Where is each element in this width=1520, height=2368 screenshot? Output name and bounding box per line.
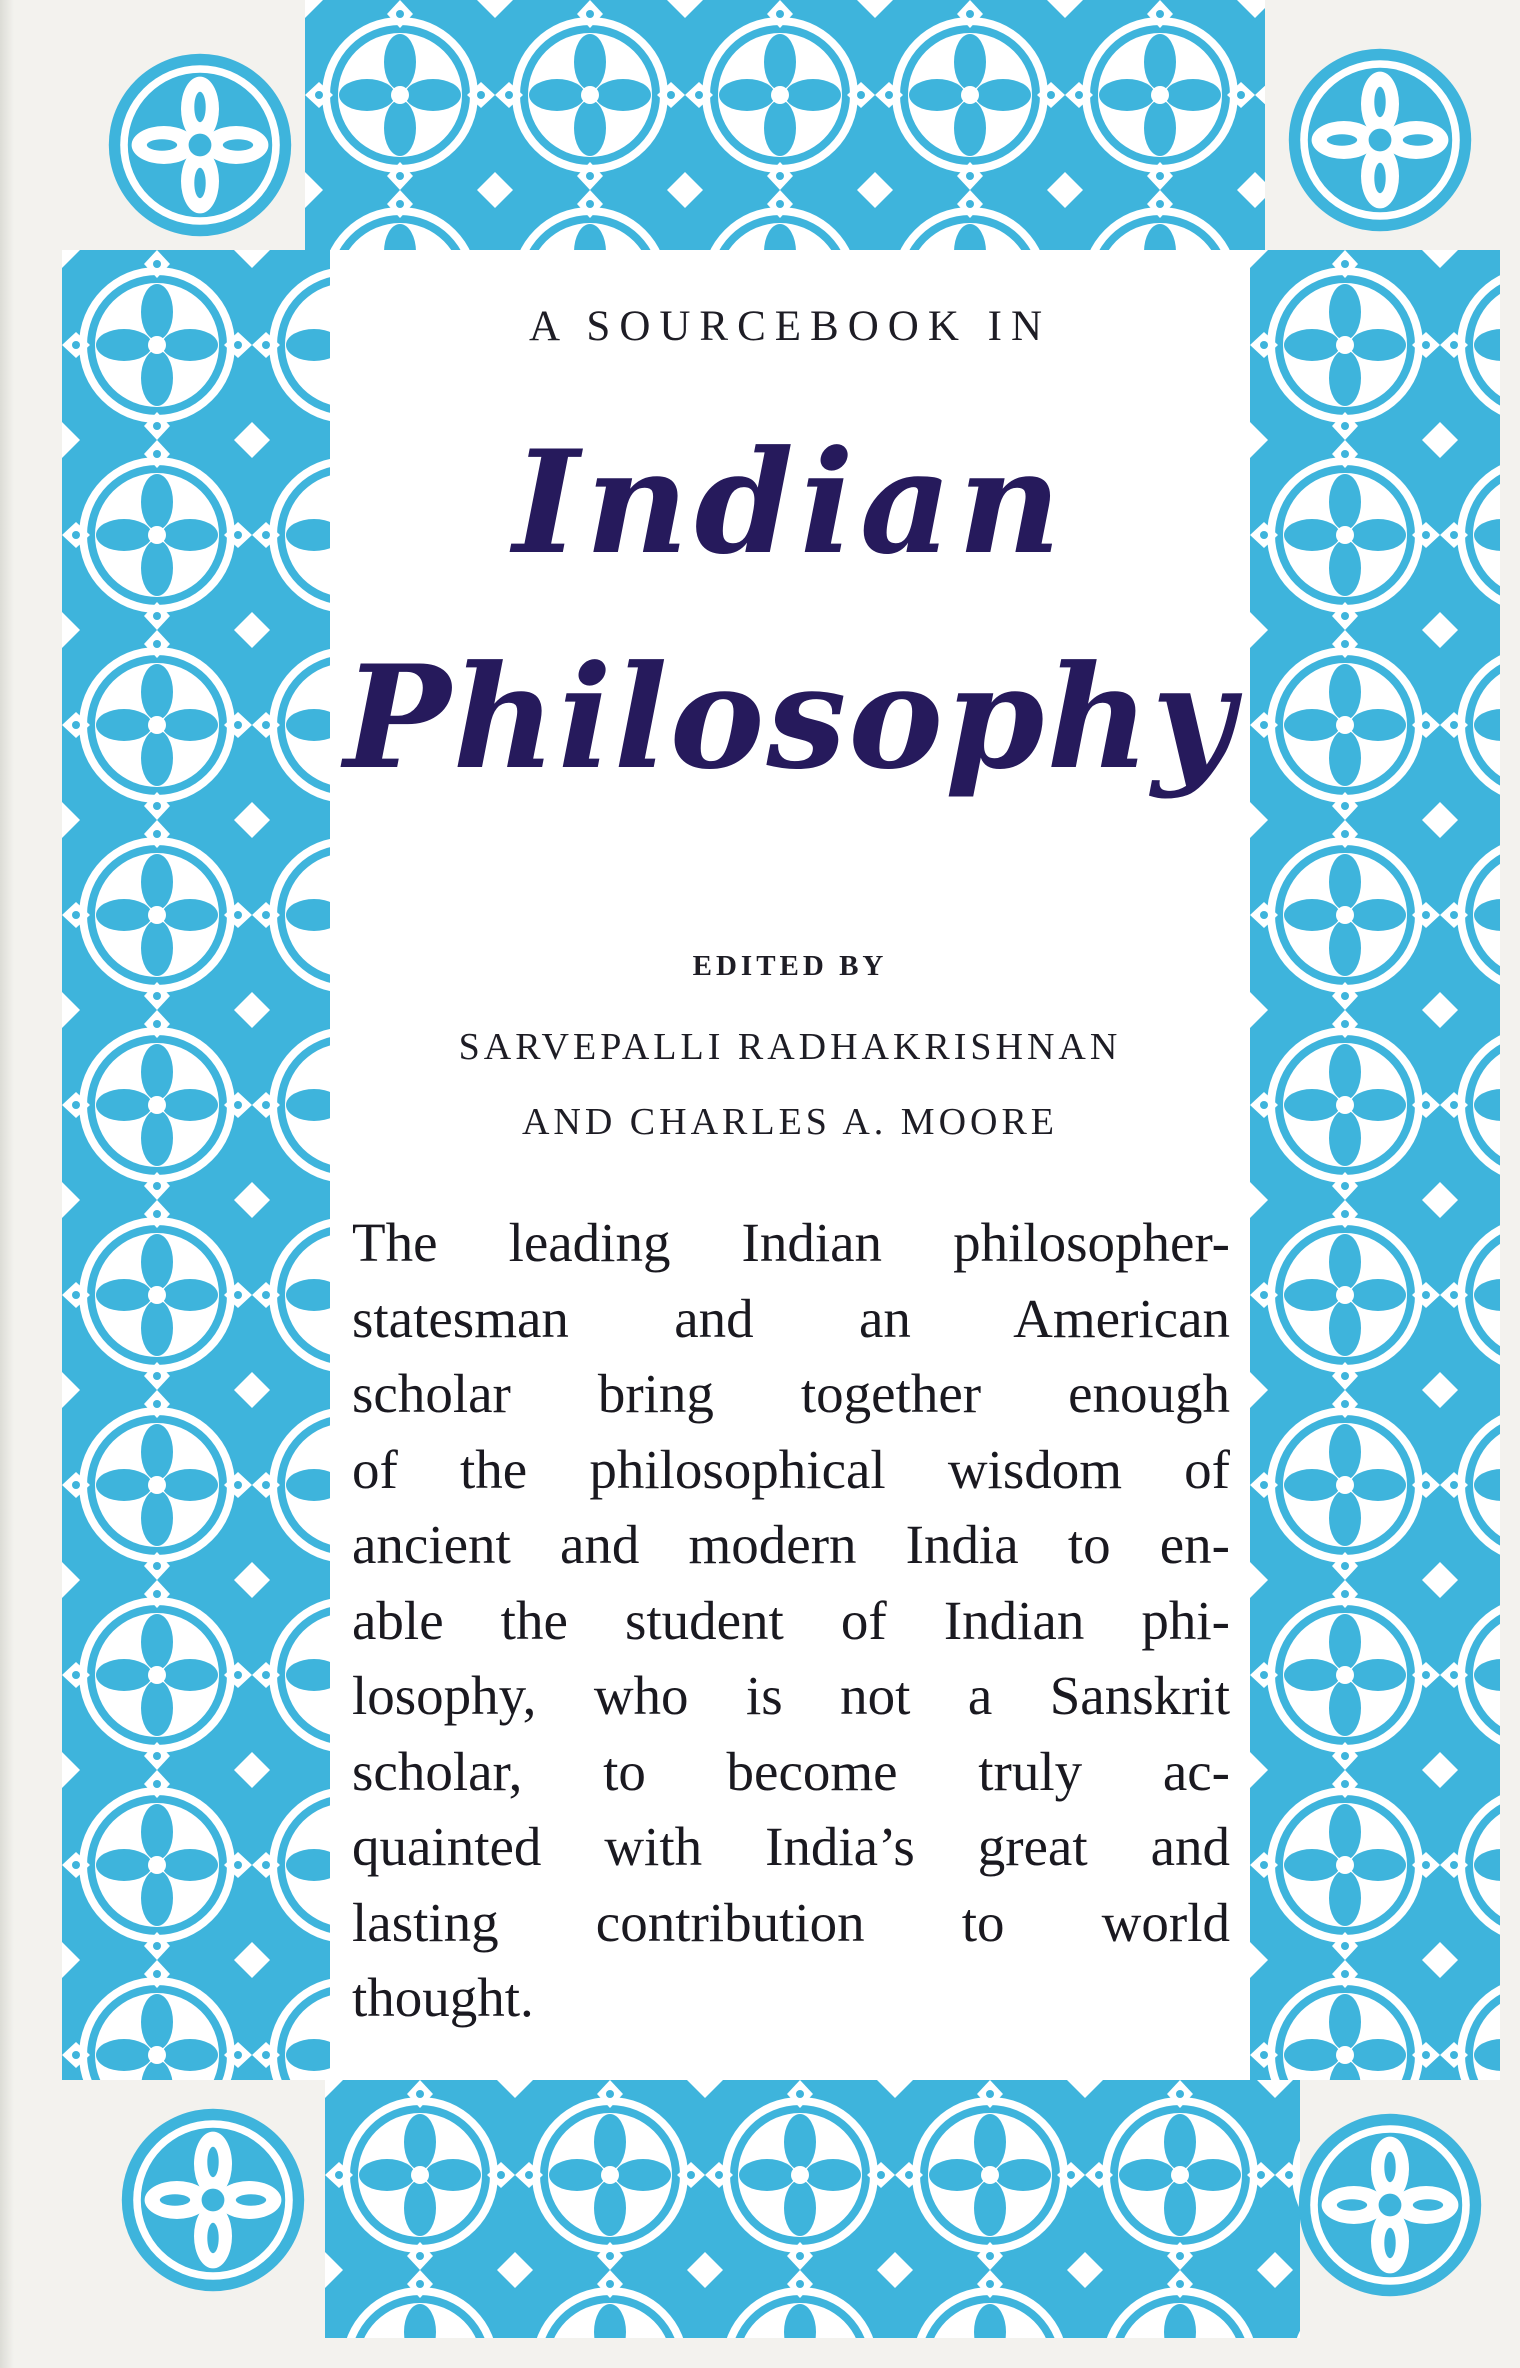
blurb-line: The leading Indian philosopher-: [352, 1212, 1230, 1273]
title-line-1: Indian: [512, 420, 1068, 586]
right-pattern-band: [1250, 250, 1500, 2080]
editor-name-1: SARVEPALLI RADHAKRISHNAN: [458, 1026, 1122, 1068]
blurb-line: statesman and an American: [352, 1287, 1230, 1349]
corner-medallion-top-left: [105, 50, 295, 240]
corner-medallion-bottom-left: [118, 2105, 308, 2295]
blurb-paragraph: [352, 1205, 1230, 2036]
blurb-line: lasting contribution to world: [352, 1891, 1230, 1953]
series-kicker: A SOURCEBOOK IN: [528, 303, 1052, 350]
blurb-line: scholar bring together enough: [352, 1363, 1230, 1424]
corner-medallion-bottom-right: [1295, 2110, 1485, 2300]
blurb-line: scholar, to become truly ac-: [352, 1740, 1230, 1802]
blurb-line: thought.: [352, 1967, 534, 2028]
left-pattern-band: [62, 250, 332, 2080]
editor-name-2: AND CHARLES A. MOORE: [521, 1101, 1059, 1143]
title-panel: [330, 250, 1250, 2080]
top-pattern-band: [305, 0, 1265, 250]
blurb-line: ancient and modern India to en-: [352, 1514, 1230, 1575]
edited-by-label: EDITED BY: [692, 950, 888, 982]
blurb-line: quainted with India’s great and: [352, 1816, 1230, 1877]
bottom-pattern-band: [325, 2080, 1300, 2338]
title-line-2: Philosophy: [343, 635, 1237, 801]
blurb-line: of the philosophical wisdom of: [352, 1438, 1230, 1500]
blurb-line: able the student of Indian phi-: [352, 1589, 1230, 1651]
blurb-line: losophy, who is not a Sanskrit: [352, 1665, 1230, 1726]
corner-medallion-top-right: [1285, 45, 1475, 235]
